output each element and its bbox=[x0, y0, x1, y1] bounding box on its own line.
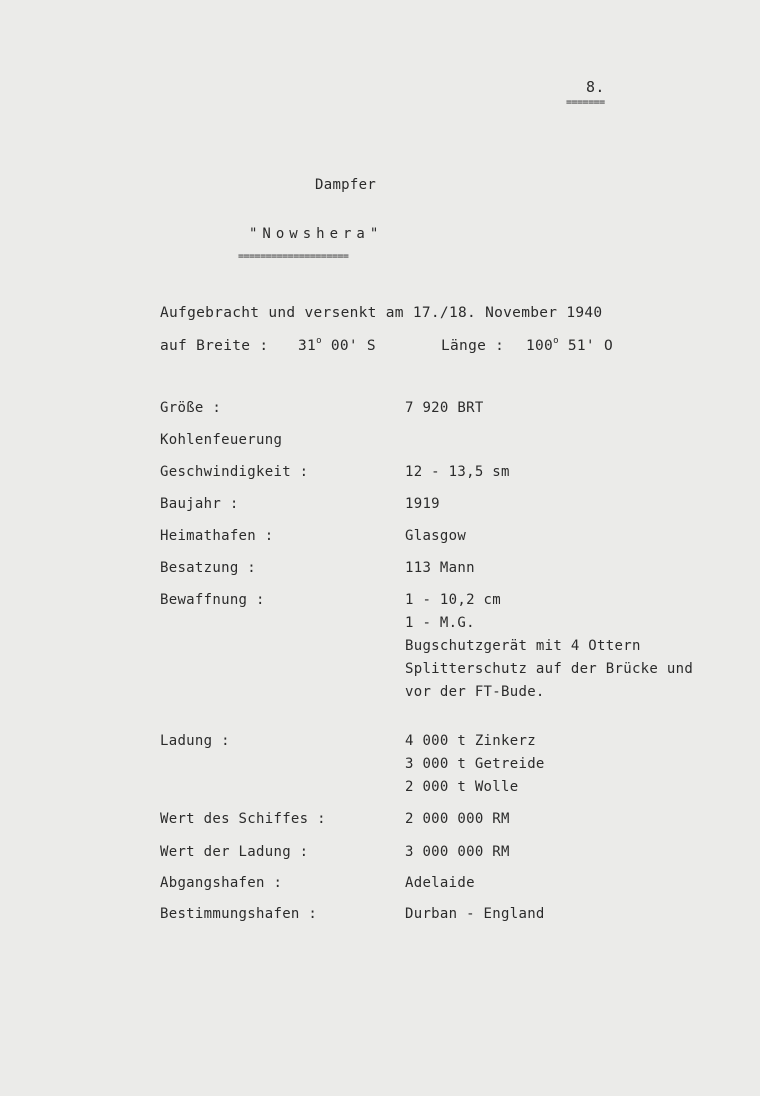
detail-label: Bewaffnung : bbox=[160, 592, 265, 608]
detail-value: 1919 bbox=[405, 496, 440, 512]
detail-label: Bestimmungshafen : bbox=[160, 906, 318, 922]
detail-value: 7 920 BRT bbox=[405, 400, 484, 416]
detail-label: Baujahr : bbox=[160, 496, 239, 512]
detail-value: Glasgow bbox=[405, 528, 467, 544]
detail-label: Ladung : bbox=[160, 733, 230, 749]
detail-value: Bugschutzgerät mit 4 Ottern bbox=[405, 638, 641, 654]
longitude-degrees: 100 bbox=[526, 338, 554, 354]
page-number-underline: ======= bbox=[566, 97, 605, 108]
detail-label: Abgangshafen : bbox=[160, 875, 283, 891]
detail-value: Durban - England bbox=[405, 906, 545, 922]
detail-label: Heimathafen : bbox=[160, 528, 274, 544]
longitude-minutes: 51' O bbox=[567, 338, 613, 354]
detail-label: Größe : bbox=[160, 400, 222, 416]
detail-value: 3 000 t Getreide bbox=[405, 756, 545, 772]
latitude-label: auf Breite : bbox=[160, 338, 269, 354]
degree-symbol: o bbox=[316, 336, 322, 346]
latitude-value bbox=[298, 338, 376, 354]
detail-value: 3 000 000 RM bbox=[405, 844, 510, 860]
detail-value: 12 - 13,5 sm bbox=[405, 464, 510, 480]
detail-label: Wert der Ladung : bbox=[160, 844, 309, 860]
vessel-name-underline: ==================== bbox=[238, 251, 349, 262]
detail-label: Wert des Schiffes : bbox=[160, 811, 326, 827]
capture-statement: Aufgebracht und versenkt am 17./18. November 1940 bbox=[160, 305, 603, 321]
detail-value: 113 Mann bbox=[405, 560, 475, 576]
detail-value: Adelaide bbox=[405, 875, 475, 891]
page-number: 8. bbox=[586, 78, 605, 96]
detail-value: 2 000 000 RM bbox=[405, 811, 510, 827]
latitude-degrees: 31 bbox=[298, 338, 317, 354]
detail-value: 2 000 t Wolle bbox=[405, 779, 519, 795]
detail-value: 1 - 10,2 cm bbox=[405, 592, 502, 608]
latitude-minutes: 00' S bbox=[330, 338, 376, 354]
vessel-type-heading: Dampfer bbox=[315, 177, 377, 193]
longitude-label: Länge : bbox=[441, 338, 505, 354]
detail-label: Geschwindigkeit : bbox=[160, 464, 309, 480]
detail-value: vor der FT-Bude. bbox=[405, 684, 545, 700]
detail-value: 1 - M.G. bbox=[405, 615, 475, 631]
degree-symbol: o bbox=[553, 336, 559, 346]
detail-value: 4 000 t Zinkerz bbox=[405, 733, 536, 749]
detail-value: Splitterschutz auf der Brücke und bbox=[405, 661, 694, 677]
detail-label: Besatzung : bbox=[160, 560, 257, 576]
vessel-name-heading: "Nowshera" bbox=[249, 226, 384, 242]
detail-label: Kohlenfeuerung bbox=[160, 432, 283, 448]
longitude-value bbox=[526, 338, 613, 354]
